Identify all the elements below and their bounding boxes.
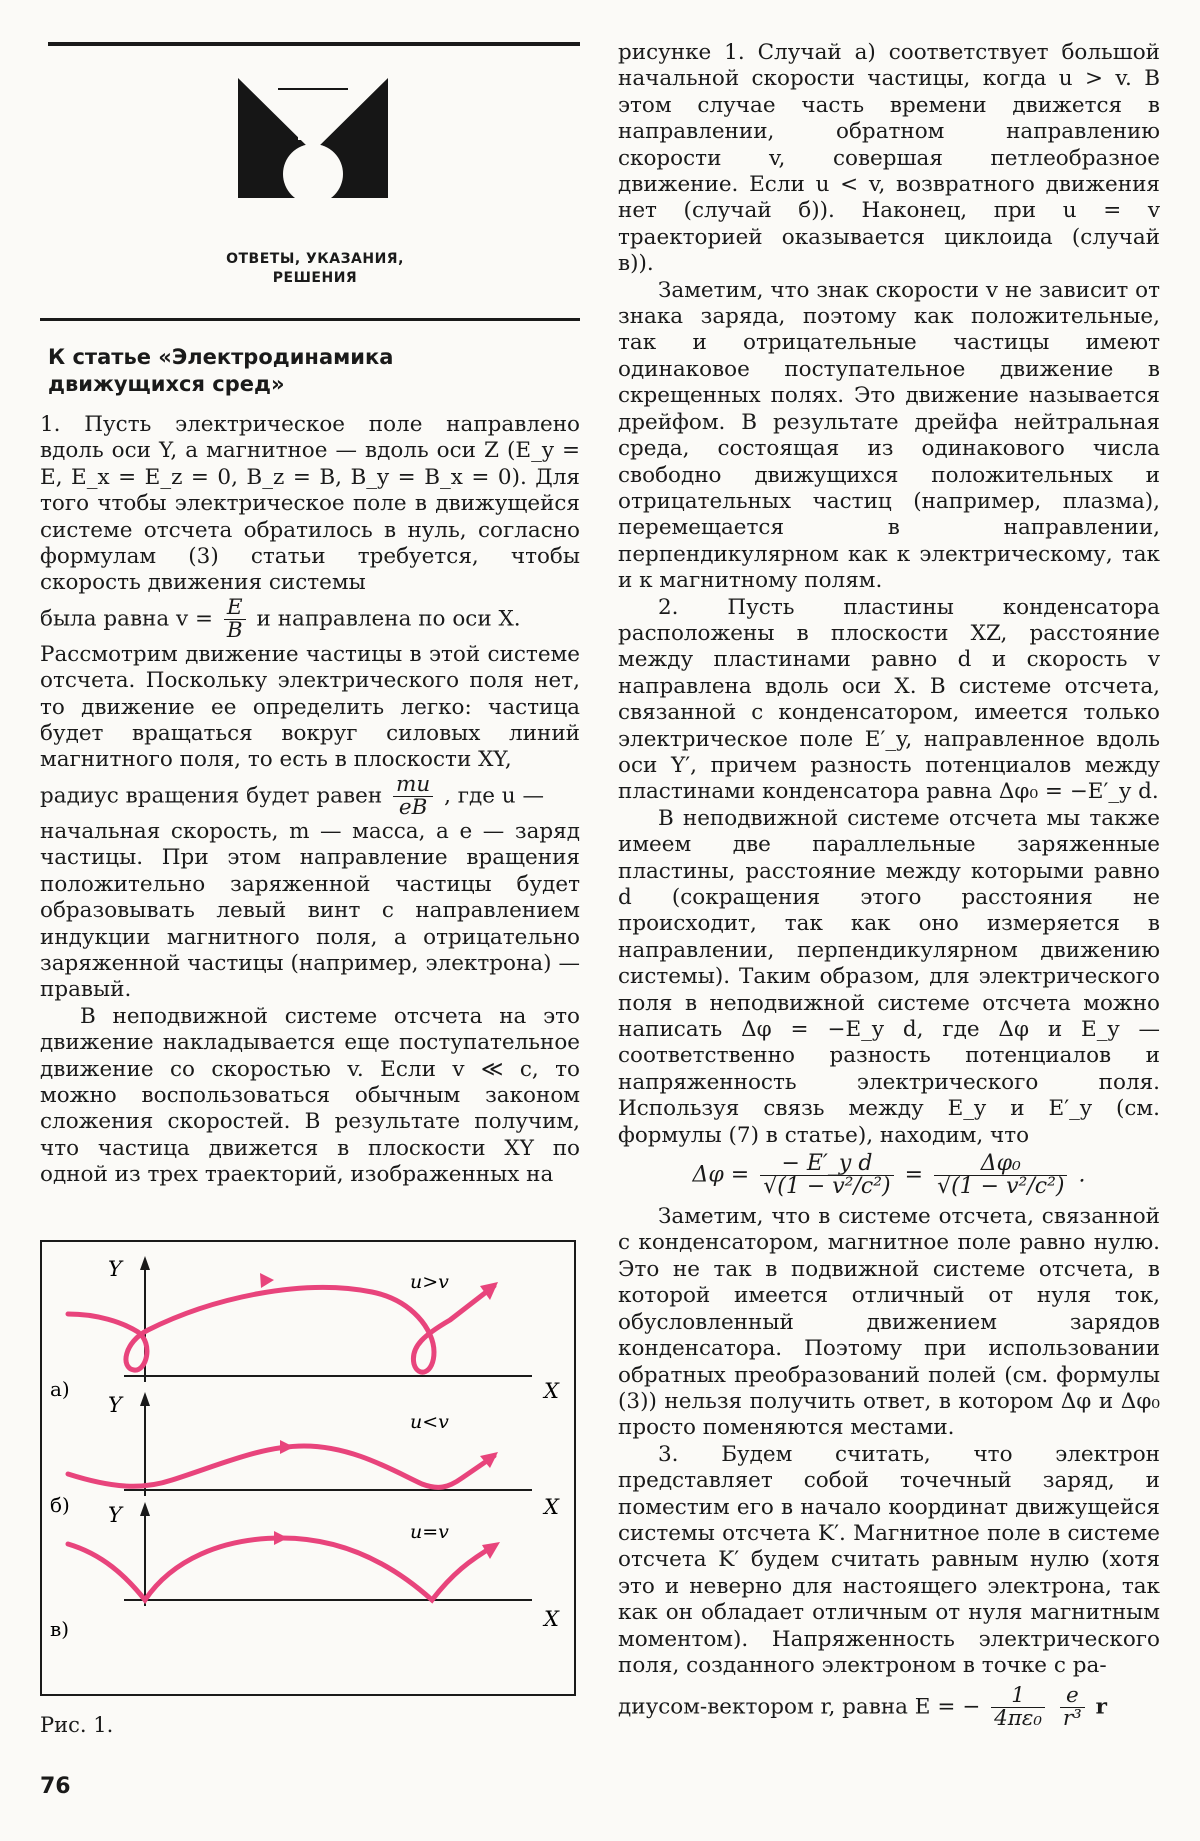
- trajectory-figure-svg: [42, 1242, 574, 1694]
- panel-a-direction-arrow-icon: [260, 1273, 274, 1288]
- panel-a-y-label: Y: [108, 1257, 122, 1281]
- radius-fraction-numerator: mu: [393, 774, 433, 797]
- page-number: 76: [40, 1774, 71, 1799]
- rotation-paragraph: Рассмотрим движение частицы в этой системе отсчета. Поскольку электрического поля нет, то движение ее определить легко: частица будет вращаться вокруг силовых линий магнитного поля, то есть в плоскости XY,: [40, 641, 580, 773]
- answer1-paragraph: 1. Пусть электрическое поле направлено вдоль оси Y, а магнитное — вдоль оси Z (E_y = E, E_x = E_z = 0, B_z = B, B_y = B_x = 0). Для того чтобы электрическое поле в движущейся системе отсчета обратилось в нуль, согласно формулам (3) статьи требуется, чтобы скорость движения системы: [40, 412, 580, 596]
- panel-b-direction-arrow-icon: [280, 1440, 294, 1454]
- header-caption-line1: ОТВЕТЫ, УКАЗАНИЯ,: [226, 251, 404, 267]
- stationary-frame-paragraph: В неподвижной системе отсчета на это движение накладывается еще поступательное движение со скоростью v. Если v ≪ c, то можно воспользоваться обычным законом сложения скоростей. В результате получим, что частица движется в плоскости XY по одной из трех траекторий, изображенных на: [40, 1003, 580, 1188]
- field-fraction-2-numerator: e: [1060, 1685, 1085, 1708]
- section-header-caption: [180, 250, 450, 288]
- panel-c-label: в): [50, 1617, 70, 1641]
- potential-equation: [618, 1153, 1160, 1198]
- equation-end: .: [1078, 1162, 1086, 1188]
- equation-denominator-1: √(1 − v²/c²): [763, 1174, 891, 1200]
- question-mark-logo-icon: [238, 78, 388, 238]
- field-fraction-2-denominator: r³: [1062, 1706, 1082, 1732]
- left-column: [40, 412, 580, 1189]
- velocity-fraction-denominator: B: [226, 617, 243, 643]
- panel-b-condition: u<v: [410, 1411, 449, 1433]
- header-caption-line2: РЕШЕНИЯ: [272, 270, 358, 286]
- panel-a-y-arrow-icon: [140, 1256, 150, 1270]
- panel-b-y-label: Y: [108, 1393, 122, 1417]
- panel-a-condition: u>v: [410, 1271, 449, 1293]
- velocity-formula: [40, 594, 580, 643]
- velocity-fraction: [224, 594, 246, 643]
- figure-caption: Рис. 1.: [40, 1713, 114, 1737]
- radius-formula-pre: радиус вращения будет равен: [40, 783, 383, 809]
- right-column: [618, 40, 1160, 1730]
- panel-c-y-arrow-icon: [140, 1502, 150, 1516]
- equation-numerator-2: Δφ₀: [934, 1153, 1067, 1176]
- radius-fraction: [393, 771, 433, 820]
- panel-c-condition: u=v: [410, 1521, 449, 1543]
- electric-field-formula: [618, 1685, 1160, 1730]
- trajectory-figure: [40, 1240, 576, 1696]
- field-fraction-1-denominator: 4πε₀: [994, 1706, 1043, 1732]
- velocity-fraction-numerator: E: [224, 597, 246, 620]
- equation-denominator-2: √(1 − v²/c²): [937, 1174, 1065, 1200]
- section-title: [48, 344, 568, 398]
- answer3-paragraph: 3. Будем считать, что электрон представляет собой точечный заряд, и поместим его в начало координат движущейся системы отсчета K′. Магнитное поле в системе отсчета K′ будем считать равным нулю (хотя это и неверно для настоящего электрона, так как он обладает отличным от нуля магнитным моментом). Напряженность электрического поля, созданного электроном в точке с ра-: [618, 1441, 1160, 1678]
- radius-fraction-denominator: eB: [398, 794, 428, 820]
- charge-paragraph: начальная скорость, m — масса, а e — заряд частицы. При этом направление вращения положительно заряженной частицы будет образовывать левый винт с направлением индукции магнитного поля, а отрицательно заряженной частицы (например, электрона) — правый.: [40, 818, 580, 1003]
- cases-paragraph: рисунке 1. Случай а) соответствует большой начальной скорости частицы, когда u > v. В этом случае часть времени движется в направлении, обратном направлению скорости v, совершая петлеобразное движение. Если u < v, возвратного движения нет (случай б)). Наконец, при u = v траекторией оказывается циклоида (случай в)).: [618, 40, 1160, 277]
- magnetic-field-paragraph: Заметим, что в системе отсчета, связанной с конденсатором, магнитное поле равно нулю. Это не так в подвижной системе отсчета, в которой имеется отличный от нуля ток, обусловленный движением зарядов конденсатора. Поэтому при использовании обратных преобразований полей (см. формулы (3)) нельзя получить ответ, в котором Δφ и Δφ₀ просто поменяются местами.: [618, 1204, 1160, 1441]
- velocity-formula-post: и направлена по оси X.: [256, 606, 521, 632]
- equation-lhs: Δφ =: [692, 1162, 750, 1188]
- panel-b-y-arrow-icon: [140, 1392, 150, 1406]
- velocity-formula-pre: была равна v =: [40, 606, 214, 632]
- section-logo: [238, 78, 388, 238]
- panel-a: [50, 1256, 560, 1403]
- header-bottom-rule: [40, 318, 580, 321]
- field-formula-post: r: [1095, 1694, 1107, 1720]
- panel-c-direction-arrow-icon: [274, 1531, 288, 1545]
- field-formula-pre: диусом-вектором r, равна E = −: [618, 1694, 981, 1720]
- panel-b-x-label: X: [544, 1495, 559, 1519]
- panel-c-x-label: X: [544, 1607, 559, 1631]
- equation-numerator-1: − E′_y d: [760, 1153, 893, 1176]
- equation-equals: =: [904, 1162, 924, 1188]
- panel-a-trajectory: [68, 1286, 494, 1372]
- panel-b: [50, 1392, 560, 1519]
- field-fraction-2: [1060, 1685, 1085, 1730]
- panel-a-label: а): [50, 1377, 70, 1401]
- field-fraction-1-numerator: 1: [991, 1685, 1045, 1708]
- panel-c: [50, 1502, 560, 1641]
- answer2-paragraph: 2. Пусть пластины конденсатора расположены в плоскости XZ, расстояние между пластинами равно d и скорость v направлена вдоль оси X. В системе отсчета, связанной с конденсатором, имеется только электрическое поле E′_y, направленное вдоль оси Y′, причем разность потенциалов между пластинами конденсатора равна Δφ₀ = −E′_y d.: [618, 594, 1160, 805]
- equation-fraction-1: [760, 1153, 893, 1198]
- panel-c-y-label: Y: [108, 1503, 122, 1527]
- radius-formula-post: , где u —: [444, 783, 544, 809]
- top-rule: [48, 42, 580, 46]
- section-title-line1: К статье «Электродинамика: [48, 345, 394, 369]
- panel-b-label: б): [50, 1493, 70, 1517]
- section-title-line2: движущихся сред»: [48, 372, 285, 396]
- stationary-plates-paragraph: В неподвижной системе отсчета мы также имеем две параллельные заряженные пластины, расстояние между которыми равно d (сокращения этого расстояния не происходит, так как оно измеряется в направлении, перпендикулярном движению системы). Таким образом, для электрического поля в неподвижной системе отсчета можно написать Δφ = −E_y d, где Δφ и E_y — соответственно разность потенциалов и напряженность электрического поля. Используя связь между E_y и E′_y (см. формулы (7) в статье), находим, что: [618, 805, 1160, 1148]
- field-fraction-1: [991, 1685, 1045, 1730]
- panel-a-x-label: X: [544, 1379, 559, 1403]
- drift-paragraph: Заметим, что знак скорости v не зависит от знака заряда, поэтому как положительные, так и отрицательные частицы имеют одинаковое поступательное движение в скрещенных полях. Это движение называется дрейфом. В результате дрейфа нейтральная среда, состоящая из одинакового числа свободно движущихся положительных и отрицательных частиц (например, плазма), перемещается в направлении, перпендикулярном как к электрическому, так и к магнитному полям.: [618, 277, 1160, 594]
- panel-c-trajectory: [68, 1538, 494, 1600]
- equation-fraction-2: [934, 1153, 1067, 1198]
- radius-formula: [40, 771, 580, 820]
